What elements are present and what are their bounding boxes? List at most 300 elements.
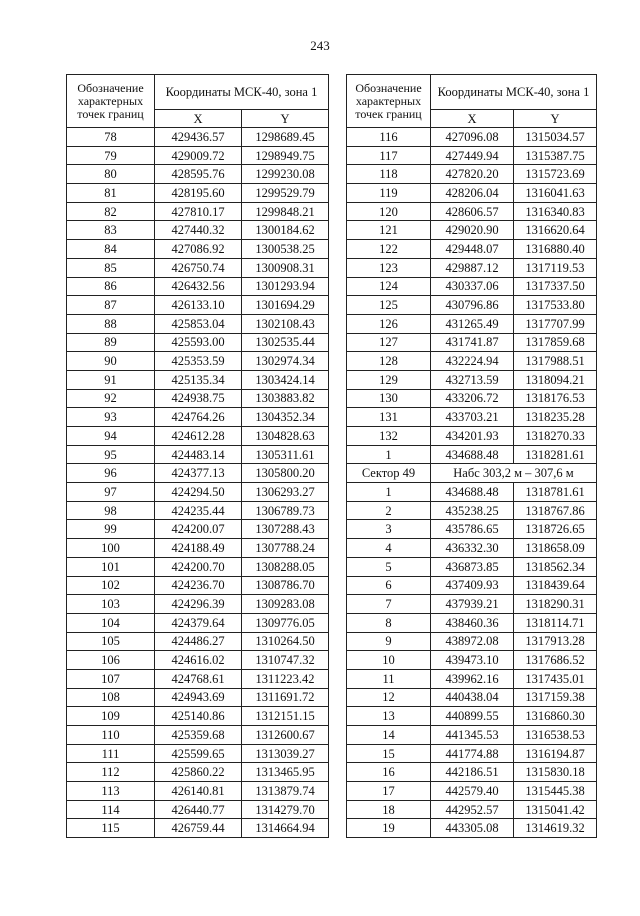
y-coordinate-cell: 1317859.68 <box>514 333 597 352</box>
y-coordinate-cell: 1316041.63 <box>514 184 597 203</box>
table-row <box>67 707 329 726</box>
x-coordinate-cell: 439473.10 <box>431 651 514 670</box>
point-id-cell: 129 <box>347 370 431 389</box>
table-row <box>67 277 329 296</box>
x-coordinate-cell: 433206.72 <box>431 389 514 408</box>
point-id-cell: 104 <box>67 613 155 632</box>
y-coordinate-cell: 1310747.32 <box>242 651 329 670</box>
y-coordinate-cell: 1318281.61 <box>514 445 597 464</box>
x-coordinate-cell: 431265.49 <box>431 314 514 333</box>
point-id-cell: 84 <box>67 240 155 259</box>
point-id-cell: 3 <box>347 520 431 539</box>
x-coordinate-cell: 435238.25 <box>431 501 514 520</box>
point-id-cell: 93 <box>67 408 155 427</box>
x-coordinate-cell: 424235.44 <box>155 501 242 520</box>
table-row <box>67 314 329 333</box>
x-coordinate-cell: 440899.55 <box>431 707 514 726</box>
table-row <box>67 483 329 502</box>
point-id-cell: 7 <box>347 595 431 614</box>
page-number: 243 <box>310 38 330 53</box>
y-coordinate-cell: 1315387.75 <box>514 146 597 165</box>
y-coordinate-cell: 1318235.28 <box>514 408 597 427</box>
x-coordinate-cell: 428206.04 <box>431 184 514 203</box>
table-row <box>67 445 329 464</box>
coordinates-table-right <box>346 74 597 838</box>
y-coordinate-cell: 1305311.61 <box>242 445 329 464</box>
table-row <box>347 128 597 147</box>
table-row <box>347 819 597 838</box>
x-coordinate-cell: 442186.51 <box>431 763 514 782</box>
y-coordinate-cell: 1305800.20 <box>242 464 329 483</box>
x-coordinate-cell: 429436.57 <box>155 128 242 147</box>
x-coordinate-cell: 432224.94 <box>431 352 514 371</box>
y-header: Y <box>242 110 329 128</box>
point-id-cell: 88 <box>67 314 155 333</box>
x-coordinate-cell: 428606.57 <box>431 202 514 221</box>
y-coordinate-cell: 1299529.79 <box>242 184 329 203</box>
x-coordinate-cell: 433703.21 <box>431 408 514 427</box>
y-coordinate-cell: 1317533.80 <box>514 296 597 315</box>
y-coordinate-cell: 1317707.99 <box>514 314 597 333</box>
y-coordinate-cell: 1318114.71 <box>514 613 597 632</box>
point-id-cell: 12 <box>347 688 431 707</box>
x-coordinate-cell: 434688.48 <box>431 483 514 502</box>
point-id-cell: 91 <box>67 370 155 389</box>
y-coordinate-cell: 1308786.70 <box>242 576 329 595</box>
x-coordinate-cell: 434201.93 <box>431 427 514 446</box>
table-row <box>347 352 597 371</box>
point-id-cell: 13 <box>347 707 431 726</box>
x-coordinate-cell: 426140.81 <box>155 782 242 801</box>
y-coordinate-cell: 1308288.05 <box>242 557 329 576</box>
point-id-cell: 80 <box>67 165 155 184</box>
x-coordinate-cell: 428195.60 <box>155 184 242 203</box>
y-coordinate-cell: 1317913.28 <box>514 632 597 651</box>
table-row <box>347 763 597 782</box>
table-row <box>67 408 329 427</box>
x-coordinate-cell: 432713.59 <box>431 370 514 389</box>
x-header: X <box>155 110 242 128</box>
table-row <box>67 557 329 576</box>
y-coordinate-cell: 1318767.86 <box>514 501 597 520</box>
table-row <box>347 651 597 670</box>
point-id-cell: 121 <box>347 221 431 240</box>
x-coordinate-cell: 425599.65 <box>155 744 242 763</box>
y-coordinate-cell: 1318290.31 <box>514 595 597 614</box>
point-id-cell: 83 <box>67 221 155 240</box>
y-coordinate-cell: 1304828.63 <box>242 427 329 446</box>
x-coordinate-cell: 438460.36 <box>431 613 514 632</box>
y-coordinate-cell: 1298689.45 <box>242 128 329 147</box>
point-id-cell: 132 <box>347 427 431 446</box>
point-id-cell: 119 <box>347 184 431 203</box>
y-coordinate-cell: 1316340.83 <box>514 202 597 221</box>
point-id-cell: 115 <box>67 819 155 838</box>
y-coordinate-cell: 1317337.50 <box>514 277 597 296</box>
point-id-cell: 92 <box>67 389 155 408</box>
x-coordinate-cell: 443305.08 <box>431 819 514 838</box>
table-row <box>347 146 597 165</box>
point-id-cell: 4 <box>347 539 431 558</box>
y-coordinate-cell: 1318094.21 <box>514 370 597 389</box>
point-id-cell: 120 <box>347 202 431 221</box>
x-coordinate-cell: 424486.27 <box>155 632 242 651</box>
x-coordinate-cell: 424379.64 <box>155 613 242 632</box>
y-coordinate-cell: 1299230.08 <box>242 165 329 184</box>
point-id-cell: 2 <box>347 501 431 520</box>
table-row <box>347 370 597 389</box>
x-coordinate-cell: 424616.02 <box>155 651 242 670</box>
x-coordinate-cell: 427440.32 <box>155 221 242 240</box>
table-row <box>67 669 329 688</box>
y-coordinate-cell: 1315034.57 <box>514 128 597 147</box>
point-id-cell: 10 <box>347 651 431 670</box>
point-id-cell: 86 <box>67 277 155 296</box>
x-coordinate-cell: 427086.92 <box>155 240 242 259</box>
x-coordinate-cell: 424483.14 <box>155 445 242 464</box>
point-id-cell: 8 <box>347 613 431 632</box>
x-coordinate-cell: 434688.48 <box>431 445 514 464</box>
table-row <box>67 763 329 782</box>
table-row <box>347 445 597 464</box>
table-row <box>67 258 329 277</box>
table-row <box>347 520 597 539</box>
point-id-cell: 82 <box>67 202 155 221</box>
point-id-cell: 102 <box>67 576 155 595</box>
table-row <box>347 314 597 333</box>
point-id-cell: 124 <box>347 277 431 296</box>
y-coordinate-cell: 1298949.75 <box>242 146 329 165</box>
y-coordinate-cell: 1318658.09 <box>514 539 597 558</box>
y-coordinate-cell: 1303883.82 <box>242 389 329 408</box>
table-row <box>347 576 597 595</box>
point-id-cell: 6 <box>347 576 431 595</box>
point-id-cell: 123 <box>347 258 431 277</box>
y-coordinate-cell: 1317119.53 <box>514 258 597 277</box>
table-row <box>347 782 597 801</box>
y-coordinate-cell: 1315041.42 <box>514 800 597 819</box>
y-header: Y <box>514 110 597 128</box>
x-coordinate-cell: 424296.39 <box>155 595 242 614</box>
table-row <box>67 146 329 165</box>
point-id-cell: 1 <box>347 483 431 502</box>
y-coordinate-cell: 1307788.24 <box>242 539 329 558</box>
point-id-cell: 85 <box>67 258 155 277</box>
table-row <box>347 483 597 502</box>
x-coordinate-cell: 424377.13 <box>155 464 242 483</box>
point-id-cell: 100 <box>67 539 155 558</box>
y-coordinate-cell: 1313465.95 <box>242 763 329 782</box>
y-coordinate-cell: 1302108.43 <box>242 314 329 333</box>
x-coordinate-cell: 430796.86 <box>431 296 514 315</box>
table-row <box>67 389 329 408</box>
x-coordinate-cell: 427820.20 <box>431 165 514 184</box>
x-coordinate-cell: 435786.65 <box>431 520 514 539</box>
y-coordinate-cell: 1309283.08 <box>242 595 329 614</box>
point-id-cell: 96 <box>67 464 155 483</box>
table-row <box>67 221 329 240</box>
point-id-cell: 122 <box>347 240 431 259</box>
point-id-cell: 11 <box>347 669 431 688</box>
x-coordinate-cell: 426759.44 <box>155 819 242 838</box>
x-header: X <box>431 110 514 128</box>
table-row <box>347 165 597 184</box>
x-coordinate-cell: 425353.59 <box>155 352 242 371</box>
x-coordinate-cell: 424764.26 <box>155 408 242 427</box>
point-id-cell: 101 <box>67 557 155 576</box>
table-row <box>347 408 597 427</box>
x-coordinate-cell: 437939.21 <box>431 595 514 614</box>
table-row <box>347 501 597 520</box>
x-coordinate-cell: 431741.87 <box>431 333 514 352</box>
x-coordinate-cell: 426133.10 <box>155 296 242 315</box>
y-coordinate-cell: 1311691.72 <box>242 688 329 707</box>
x-coordinate-cell: 429448.07 <box>431 240 514 259</box>
y-coordinate-cell: 1301694.29 <box>242 296 329 315</box>
point-id-cell: 99 <box>67 520 155 539</box>
x-coordinate-cell: 425860.22 <box>155 763 242 782</box>
y-coordinate-cell: 1316860.30 <box>514 707 597 726</box>
table-row <box>347 632 597 651</box>
table-row <box>347 726 597 745</box>
table-row <box>67 651 329 670</box>
point-id-cell: 95 <box>67 445 155 464</box>
point-id-cell: 108 <box>67 688 155 707</box>
x-coordinate-cell: 442952.57 <box>431 800 514 819</box>
x-coordinate-cell: 424200.07 <box>155 520 242 539</box>
x-coordinate-cell: 442579.40 <box>431 782 514 801</box>
x-coordinate-cell: 426440.77 <box>155 800 242 819</box>
table-row <box>347 688 597 707</box>
table-row <box>347 240 597 259</box>
x-coordinate-cell: 429020.90 <box>431 221 514 240</box>
y-coordinate-cell: 1310264.50 <box>242 632 329 651</box>
y-coordinate-cell: 1316880.40 <box>514 240 597 259</box>
y-coordinate-cell: 1317435.01 <box>514 669 597 688</box>
table-row <box>67 595 329 614</box>
table-row <box>67 800 329 819</box>
table-row <box>347 539 597 558</box>
point-id-cell: 126 <box>347 314 431 333</box>
point-id-cell: 78 <box>67 128 155 147</box>
point-id-cell: 107 <box>67 669 155 688</box>
y-coordinate-cell: 1317159.38 <box>514 688 597 707</box>
x-coordinate-cell: 424612.28 <box>155 427 242 446</box>
y-coordinate-cell: 1314664.94 <box>242 819 329 838</box>
table-row <box>67 165 329 184</box>
point-id-cell: 18 <box>347 800 431 819</box>
point-id-cell: 17 <box>347 782 431 801</box>
x-coordinate-cell: 424938.75 <box>155 389 242 408</box>
point-id-cell: 14 <box>347 726 431 745</box>
point-id-cell: 109 <box>67 707 155 726</box>
point-label-header: Обозначение характерных точек границ <box>67 75 155 128</box>
y-coordinate-cell: 1301293.94 <box>242 277 329 296</box>
table-row <box>347 333 597 352</box>
y-coordinate-cell: 1302974.34 <box>242 352 329 371</box>
point-id-cell: 114 <box>67 800 155 819</box>
table-row <box>67 576 329 595</box>
y-coordinate-cell: 1303424.14 <box>242 370 329 389</box>
point-id-cell: 90 <box>67 352 155 371</box>
y-coordinate-cell: 1317988.51 <box>514 352 597 371</box>
table-row <box>67 240 329 259</box>
table-row <box>347 613 597 632</box>
table-row <box>67 632 329 651</box>
x-coordinate-cell: 439962.16 <box>431 669 514 688</box>
point-id-cell: 16 <box>347 763 431 782</box>
x-coordinate-cell: 428595.76 <box>155 165 242 184</box>
point-id-cell: 127 <box>347 333 431 352</box>
table-row <box>67 819 329 838</box>
point-id-cell: 5 <box>347 557 431 576</box>
y-coordinate-cell: 1316538.53 <box>514 726 597 745</box>
sector-row <box>347 464 597 483</box>
x-coordinate-cell: 425140.86 <box>155 707 242 726</box>
y-coordinate-cell: 1304352.34 <box>242 408 329 427</box>
y-coordinate-cell: 1299848.21 <box>242 202 329 221</box>
x-coordinate-cell: 424768.61 <box>155 669 242 688</box>
point-id-cell: 105 <box>67 632 155 651</box>
sector-height: Набс 303,2 м – 307,6 м <box>431 464 597 483</box>
y-coordinate-cell: 1317686.52 <box>514 651 597 670</box>
table-row <box>347 557 597 576</box>
y-coordinate-cell: 1314619.32 <box>514 819 597 838</box>
table-row <box>67 501 329 520</box>
y-coordinate-cell: 1312151.15 <box>242 707 329 726</box>
point-id-cell: 15 <box>347 744 431 763</box>
table-row <box>67 464 329 483</box>
point-id-cell: 94 <box>67 427 155 446</box>
x-coordinate-cell: 425359.68 <box>155 726 242 745</box>
table-row <box>347 800 597 819</box>
x-coordinate-cell: 441774.88 <box>431 744 514 763</box>
table-row <box>67 520 329 539</box>
table-row <box>67 726 329 745</box>
table-row <box>67 202 329 221</box>
point-id-cell: 81 <box>67 184 155 203</box>
y-coordinate-cell: 1309776.05 <box>242 613 329 632</box>
table-row <box>67 128 329 147</box>
x-coordinate-cell: 425593.00 <box>155 333 242 352</box>
y-coordinate-cell: 1315830.18 <box>514 763 597 782</box>
x-coordinate-cell: 427810.17 <box>155 202 242 221</box>
table-row <box>67 370 329 389</box>
y-coordinate-cell: 1318270.33 <box>514 427 597 446</box>
table-row <box>67 539 329 558</box>
y-coordinate-cell: 1318726.65 <box>514 520 597 539</box>
point-id-cell: 1 <box>347 445 431 464</box>
table-row <box>67 744 329 763</box>
x-coordinate-cell: 424188.49 <box>155 539 242 558</box>
x-coordinate-cell: 436873.85 <box>431 557 514 576</box>
y-coordinate-cell: 1306789.73 <box>242 501 329 520</box>
table-row <box>347 202 597 221</box>
coords-header: Координаты МСК-40, зона 1 <box>431 75 597 110</box>
table-row <box>347 184 597 203</box>
y-coordinate-cell: 1316194.87 <box>514 744 597 763</box>
table-row <box>67 184 329 203</box>
point-id-cell: 110 <box>67 726 155 745</box>
table-row <box>347 744 597 763</box>
x-coordinate-cell: 426750.74 <box>155 258 242 277</box>
point-id-cell: 116 <box>347 128 431 147</box>
table-row <box>347 595 597 614</box>
y-coordinate-cell: 1312600.67 <box>242 726 329 745</box>
x-coordinate-cell: 424294.50 <box>155 483 242 502</box>
coords-header: Координаты МСК-40, зона 1 <box>155 75 329 110</box>
point-id-cell: 118 <box>347 165 431 184</box>
point-id-cell: 87 <box>67 296 155 315</box>
y-coordinate-cell: 1318562.34 <box>514 557 597 576</box>
table-row <box>347 427 597 446</box>
table-row <box>67 333 329 352</box>
x-coordinate-cell: 440438.04 <box>431 688 514 707</box>
point-id-cell: 125 <box>347 296 431 315</box>
point-id-cell: 111 <box>67 744 155 763</box>
y-coordinate-cell: 1318439.64 <box>514 576 597 595</box>
x-coordinate-cell: 425853.04 <box>155 314 242 333</box>
y-coordinate-cell: 1311223.42 <box>242 669 329 688</box>
x-coordinate-cell: 426432.56 <box>155 277 242 296</box>
y-coordinate-cell: 1300184.62 <box>242 221 329 240</box>
x-coordinate-cell: 437409.93 <box>431 576 514 595</box>
y-coordinate-cell: 1314279.70 <box>242 800 329 819</box>
y-coordinate-cell: 1300538.25 <box>242 240 329 259</box>
y-coordinate-cell: 1307288.43 <box>242 520 329 539</box>
x-coordinate-cell: 436332.30 <box>431 539 514 558</box>
y-coordinate-cell: 1315445.38 <box>514 782 597 801</box>
y-coordinate-cell: 1313039.27 <box>242 744 329 763</box>
table-row <box>67 613 329 632</box>
table-row <box>347 296 597 315</box>
point-id-cell: 131 <box>347 408 431 427</box>
point-id-cell: 128 <box>347 352 431 371</box>
point-id-cell: 106 <box>67 651 155 670</box>
point-id-cell: 97 <box>67 483 155 502</box>
point-id-cell: 89 <box>67 333 155 352</box>
x-coordinate-cell: 430337.06 <box>431 277 514 296</box>
x-coordinate-cell: 424236.70 <box>155 576 242 595</box>
table-row <box>347 669 597 688</box>
y-coordinate-cell: 1300908.31 <box>242 258 329 277</box>
y-coordinate-cell: 1313879.74 <box>242 782 329 801</box>
y-coordinate-cell: 1302535.44 <box>242 333 329 352</box>
x-coordinate-cell: 429009.72 <box>155 146 242 165</box>
point-id-cell: 79 <box>67 146 155 165</box>
x-coordinate-cell: 438972.08 <box>431 632 514 651</box>
table-row <box>347 707 597 726</box>
point-id-cell: 117 <box>347 146 431 165</box>
y-coordinate-cell: 1316620.64 <box>514 221 597 240</box>
x-coordinate-cell: 427096.08 <box>431 128 514 147</box>
point-id-cell: 98 <box>67 501 155 520</box>
sector-name: Сектор 49 <box>347 464 431 483</box>
y-coordinate-cell: 1318781.61 <box>514 483 597 502</box>
x-coordinate-cell: 427449.94 <box>431 146 514 165</box>
x-coordinate-cell: 429887.12 <box>431 258 514 277</box>
point-id-cell: 130 <box>347 389 431 408</box>
x-coordinate-cell: 424943.69 <box>155 688 242 707</box>
table-row <box>67 352 329 371</box>
table-row <box>67 296 329 315</box>
point-id-cell: 19 <box>347 819 431 838</box>
point-id-cell: 9 <box>347 632 431 651</box>
table-row <box>347 221 597 240</box>
point-id-cell: 113 <box>67 782 155 801</box>
table-row <box>67 782 329 801</box>
table-row <box>67 688 329 707</box>
